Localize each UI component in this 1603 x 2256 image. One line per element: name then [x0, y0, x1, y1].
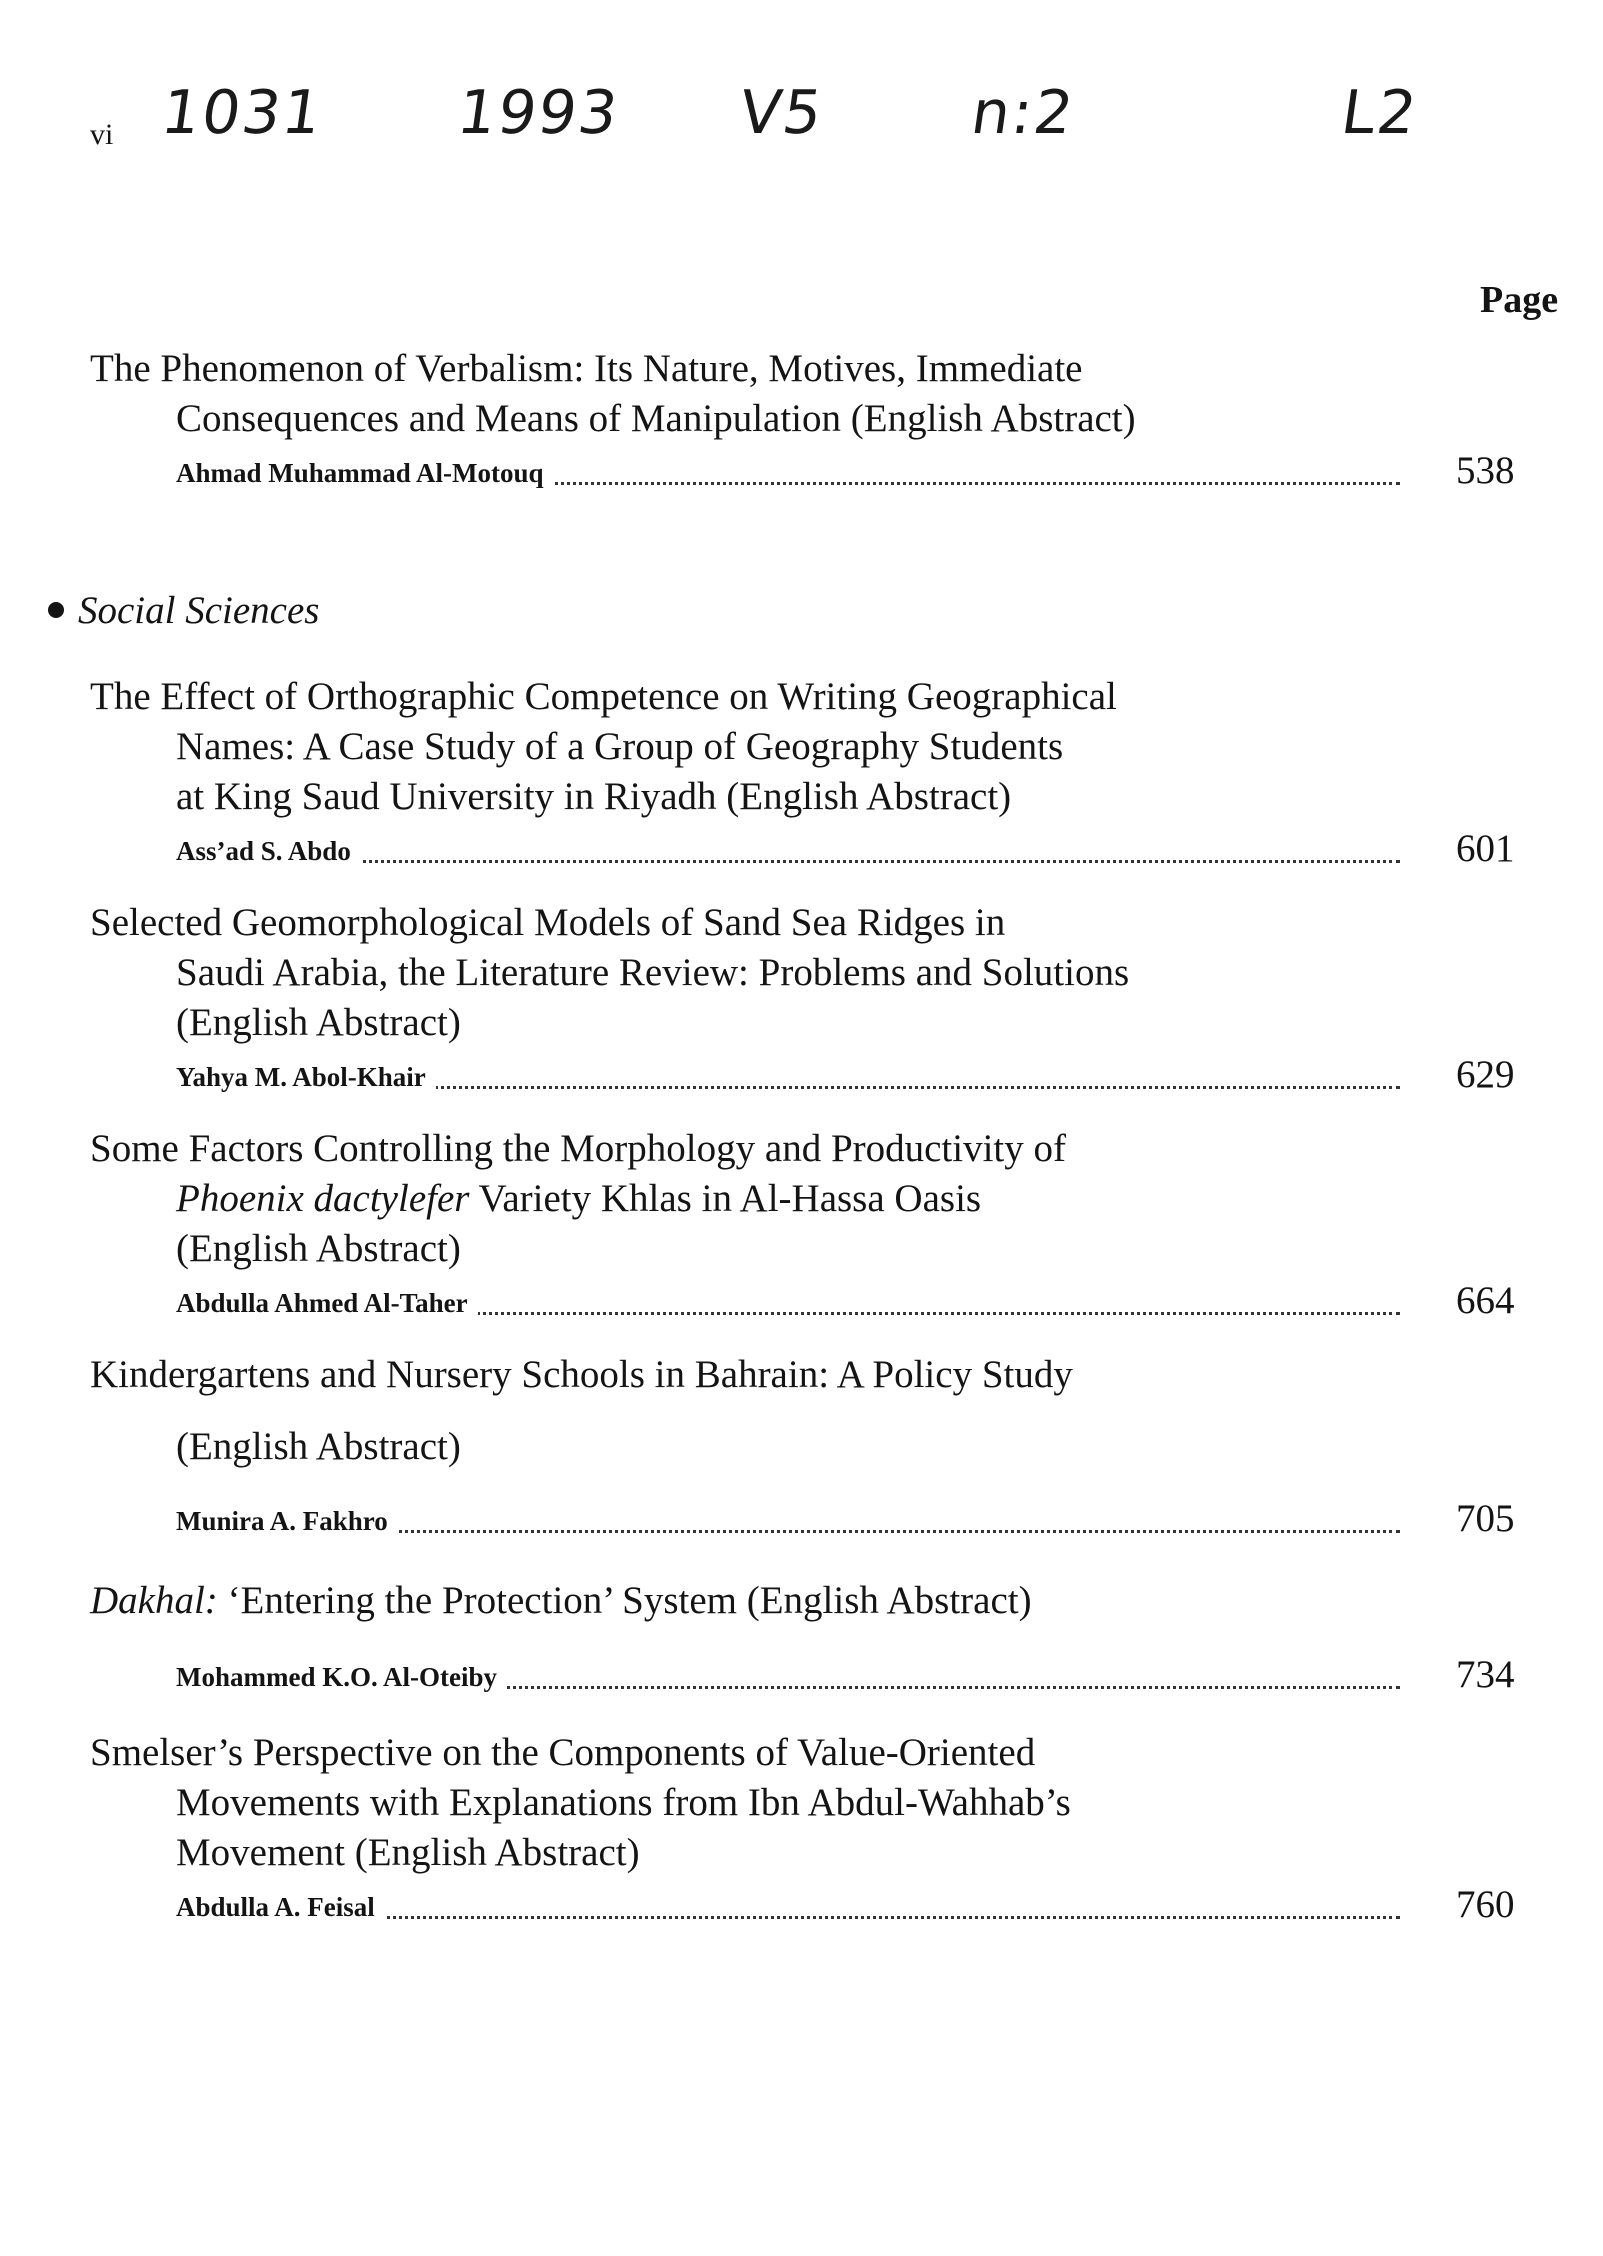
- page-number: vi: [90, 118, 114, 151]
- bullet-icon: [48, 602, 64, 618]
- entry-page: 760: [1456, 1883, 1515, 1926]
- entry-title-line: (English Abstract): [176, 1227, 461, 1270]
- entry-title-rest: ‘Entering the Protection’ System (English Abstract): [217, 1579, 1032, 1622]
- toc-entry: [90, 1124, 1520, 1328]
- entry-title-line: (English Abstract): [176, 1425, 461, 1468]
- entry-title-line: Movements with Explanations from Ibn Abdul-Wahhab’s: [176, 1781, 1071, 1824]
- handwritten-note-1: 1031: [157, 78, 328, 148]
- entry-author: Abdulla A. Feisal: [176, 1892, 385, 1923]
- entry-title-line: Names: A Case Study of a Group of Geography Students: [176, 725, 1064, 768]
- entry-page: 705: [1456, 1497, 1515, 1540]
- toc-entry: [90, 1576, 1520, 1702]
- entry-author: Ahmad Muhammad Al-Motouq: [176, 458, 554, 489]
- author-row: [176, 448, 1520, 498]
- handwritten-note-4: n:2: [967, 78, 1080, 148]
- author-row: [176, 1882, 1520, 1932]
- entry-title-line: Saudi Arabia, the Literature Review: Problems and Solutions: [176, 951, 1130, 994]
- entry-title-line: The Phenomenon of Verbalism: Its Nature, Motives, Immediate: [90, 347, 1083, 390]
- entry-title-line: Some Factors Controlling the Morphology and Productivity of: [90, 1127, 1067, 1170]
- entry-title-line: Selected Geomorphological Models of Sand Sea Ridges in: [90, 901, 1006, 944]
- entry-title-line: The Effect of Orthographic Competence on Writing Geographical: [90, 675, 1117, 718]
- entry-page: 664: [1456, 1279, 1515, 1322]
- entry-title-rest: Variety Khlas in Al-Hassa Oasis: [469, 1177, 982, 1220]
- entry-author: Abdulla Ahmed Al-Taher: [176, 1288, 478, 1319]
- entry-author: Ass’ad S. Abdo: [176, 836, 361, 867]
- author-row: [176, 826, 1520, 876]
- entry-title-line: Movement (English Abstract): [176, 1831, 640, 1874]
- entry-title-line: Consequences and Means of Manipulation (English Abstract): [176, 397, 1136, 440]
- toc-entry: [90, 898, 1520, 1102]
- entry-author: Mohammed K.O. Al-Oteiby: [176, 1662, 507, 1693]
- entry-title-line: at King Saud University in Riyadh (English Abstract): [176, 775, 1012, 818]
- entry-page: 601: [1456, 827, 1515, 870]
- handwritten-note-2: 1993: [453, 78, 624, 148]
- handwritten-note-5: L2: [1337, 78, 1423, 148]
- author-row: [176, 1052, 1520, 1102]
- entry-title-line: [90, 1576, 1520, 1626]
- entry-author: Munira A. Fakhro: [176, 1506, 398, 1537]
- entry-title-line: Smelser’s Perspective on the Components of Value-Oriented: [90, 1731, 1036, 1774]
- author-row: [176, 1278, 1520, 1328]
- entry-author: Yahya M. Abol-Khair: [176, 1062, 436, 1093]
- entry-title-italic: Dakhal:: [90, 1579, 218, 1622]
- page-column-heading: Page: [1480, 279, 1559, 321]
- entry-title-line: [90, 1174, 1520, 1224]
- toc-entry: [90, 672, 1520, 876]
- section-label: Social Sciences: [78, 589, 320, 632]
- toc-entry: [90, 1350, 1520, 1546]
- author-row: [176, 1652, 1520, 1702]
- entry-title-italic: Phoenix dactylefer: [176, 1177, 470, 1220]
- toc-entry: [90, 1728, 1520, 1932]
- author-row: [176, 1496, 1520, 1546]
- handwritten-note-3: V5: [735, 78, 829, 148]
- entry-page: 734: [1456, 1653, 1515, 1696]
- entry-page: 629: [1456, 1053, 1515, 1096]
- entry-page: 538: [1456, 449, 1515, 492]
- toc-entry: [90, 344, 1520, 498]
- entry-title-line: (English Abstract): [176, 1001, 461, 1044]
- entry-title-line: Kindergartens and Nursery Schools in Bahrain: A Policy Study: [90, 1353, 1073, 1396]
- section-heading: [48, 588, 319, 633]
